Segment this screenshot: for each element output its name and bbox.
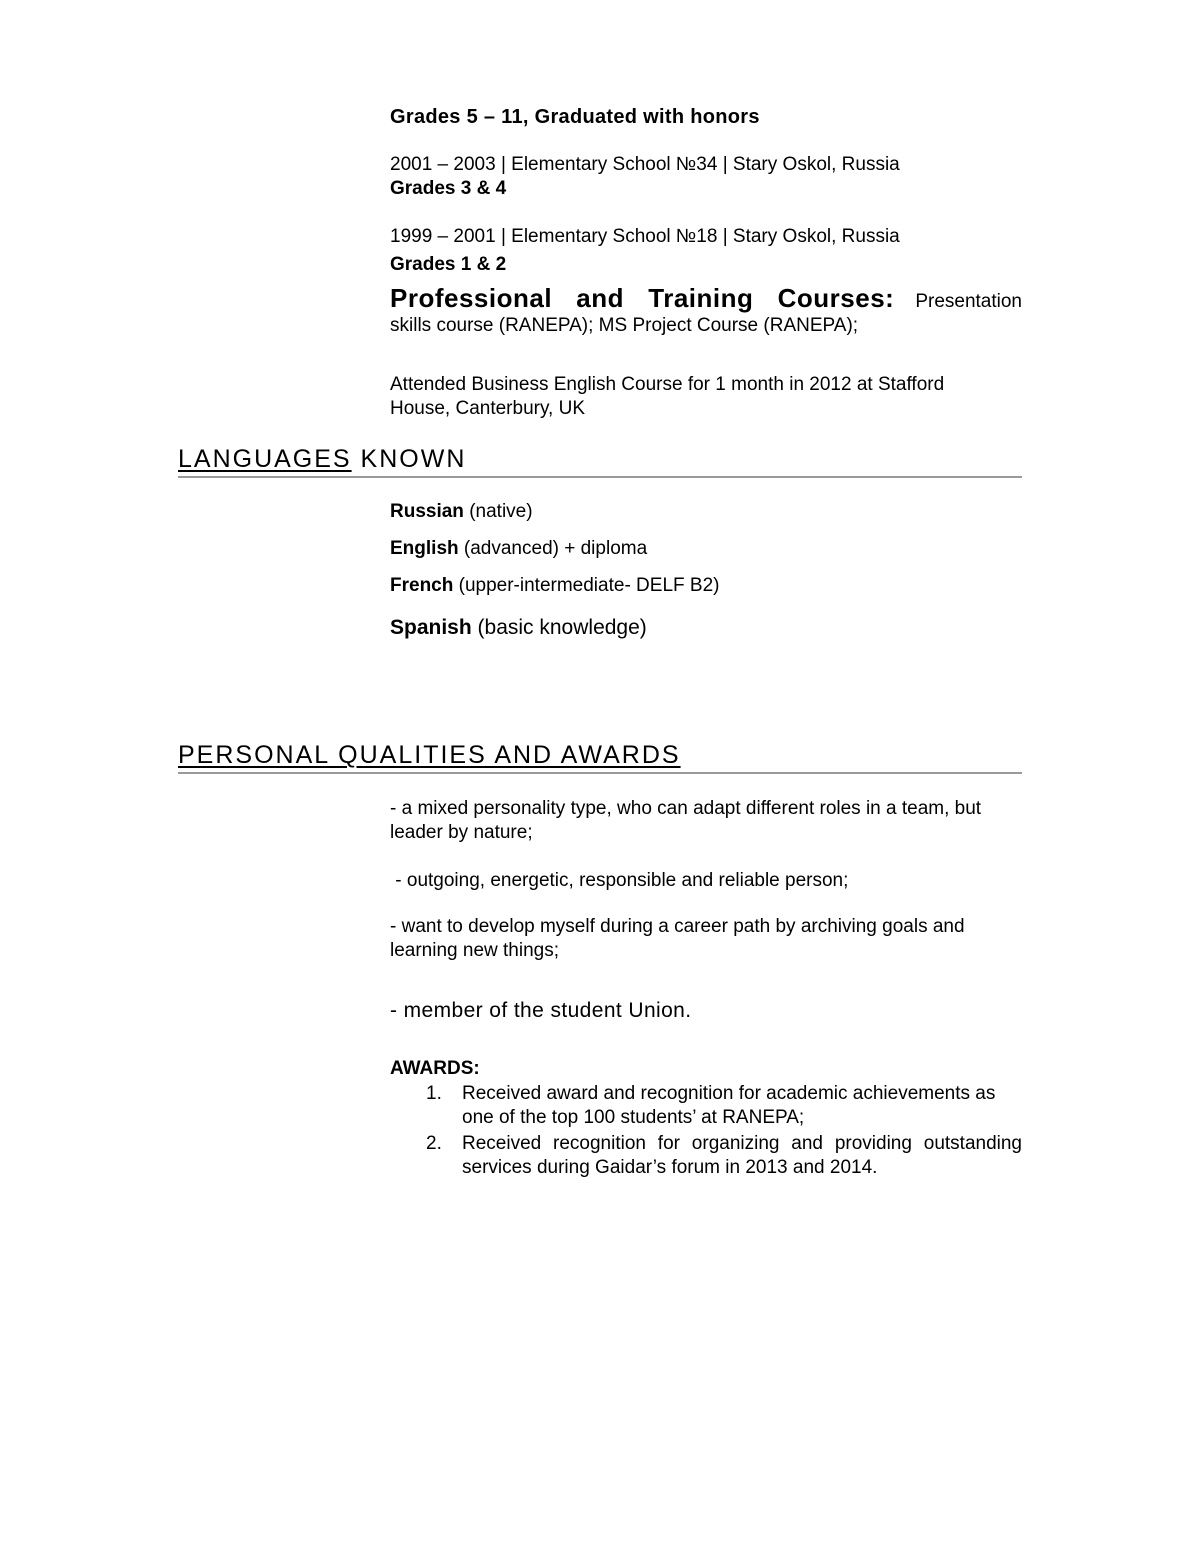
award-number: 1.	[426, 1083, 442, 1104]
quality-item: - outgoing, energetic, responsible and reliable person;	[390, 870, 849, 891]
courses-heading: Professional and Training Courses:	[390, 283, 895, 313]
courses-line	[390, 283, 1022, 314]
qualities-heading-text: PERSONAL QUALITIES AND AWARDS	[178, 741, 681, 769]
quality-item: - member of the student Union.	[390, 999, 692, 1022]
quality-item: - want to develop myself during a career path by archiving goals and learning new things;	[390, 916, 965, 961]
language-name: Russian	[390, 501, 464, 522]
language-item	[390, 616, 1022, 640]
language-name: Spanish	[390, 616, 472, 639]
language-item	[390, 500, 1022, 524]
school-grades: Grades 3 & 4	[390, 178, 507, 199]
courses-text: Presentation	[915, 291, 1022, 312]
qualities-heading	[178, 740, 1022, 774]
school-grades: Grades 1 & 2	[390, 254, 507, 275]
languages-heading-rest: KNOWN	[351, 445, 467, 473]
language-item	[390, 574, 1022, 598]
english-course-line-2: House, Canterbury, UK	[390, 398, 586, 419]
language-level: (native)	[463, 501, 533, 522]
award-number: 2.	[426, 1133, 442, 1154]
school-line: 2001 – 2003 | Elementary School №34 | Stary Oskol, Russia	[390, 154, 900, 175]
grades-honors: Grades 5 – 11, Graduated with honors	[390, 106, 760, 128]
language-name: French	[390, 575, 454, 596]
language-level: (advanced) + diploma	[458, 538, 648, 559]
language-item	[390, 537, 1022, 561]
quality-item: - a mixed personality type, who can adapt different roles in a team, but leader by nature;	[390, 798, 982, 843]
languages-heading	[178, 444, 1022, 478]
school-line: 1999 – 2001 | Elementary School №18 | Stary Oskol, Russia	[390, 226, 900, 247]
courses-text-cont: skills course (RANEPA); MS Project Course (RANEPA);	[390, 315, 859, 336]
awards-label: AWARDS:	[390, 1058, 480, 1079]
language-level: (upper-intermediate- DELF B2)	[453, 575, 720, 596]
award-text: Received recognition for organizing and providing outstanding services during Gaidar’s forum in 2013 and 2014.	[462, 1133, 1022, 1178]
language-name: English	[390, 538, 459, 559]
award-item	[390, 1132, 1022, 1207]
english-course-line-1: Attended Business English Course for 1 month in 2012 at Stafford	[390, 374, 945, 395]
languages-heading-underlined: LANGUAGES	[178, 445, 352, 473]
language-level: (basic knowledge)	[471, 616, 647, 639]
award-item	[390, 1082, 1022, 1132]
award-text: Received award and recognition for academic achievements as one of the top 100 students’ at RANEPA;	[462, 1083, 996, 1128]
